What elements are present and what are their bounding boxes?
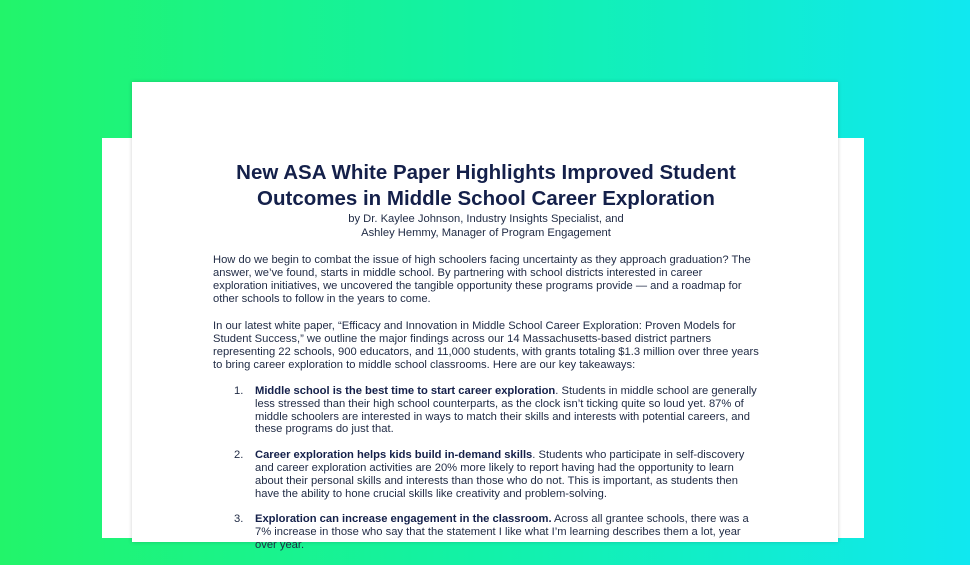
- document-content: [213, 160, 759, 565]
- takeaway-body: Across all grantee schools, there was a 7% increase in those who say that the statement I like what I’m learning describes them a lot, year over year.: [255, 513, 749, 551]
- takeaway-heading: Exploration can increase engagement in the classroom.: [255, 513, 552, 526]
- byline: [213, 212, 759, 240]
- byline-line-2: Ashley Hemmy, Manager of Program Engagement: [361, 227, 611, 239]
- takeaway-number: 2.: [234, 449, 244, 462]
- title-line-1: New ASA White Paper Highlights Improved Student: [236, 161, 736, 184]
- title-line-2: Outcomes in Middle School Career Exploration: [257, 187, 715, 210]
- takeaway-heading: Middle school is the best time to start career exploration: [255, 385, 556, 397]
- takeaway-item: [213, 449, 759, 500]
- takeaway-body: . Students who participate in self-discovery and career exploration activities are 20% more likely to report having had the opportunity to learn about their personal skills and interests than those who do not. This is important, as students then have the ability to hone crucial skills like creativity and problem-solving.: [255, 449, 745, 500]
- takeaway-item: [213, 385, 759, 436]
- intro-paragraph: How do we begin to combat the issue of high schoolers facing uncertainty as they approach graduation? The answer, we’ve found, starts in middle school. By partnering with school districts interested in career exploration initiatives, we uncovered the tangible opportunity these programs provide — and a roadmap for other schools to follow in the years to come.: [213, 254, 751, 305]
- takeaway-number: 1.: [234, 385, 244, 397]
- key-takeaways-list: [213, 385, 759, 552]
- document-title: [213, 160, 759, 212]
- takeaway-body: . Students in middle school are generally less stressed than their high school counterparts, as the clock isn’t ticking quite so loud yet. 87% of middle schoolers are interested in ways to match their skills and interests with potential careers, and these programs do just that.: [255, 385, 757, 436]
- takeaway-item: [213, 513, 759, 551]
- takeaway-number: 3.: [234, 513, 244, 526]
- byline-line-1: by Dr. Kaylee Johnson, Industry Insights Specialist, and: [348, 213, 624, 225]
- front-paper-sheet: [132, 82, 838, 551]
- white-paper-paragraph: In our latest white paper, “Efficacy and Innovation in Middle School Career Exploration: Proven Models for Student Success,” we outline the major findings across our 14 Massachusetts-based district partners representing 22 schools, 900 educators, and 11,000 students, with grants totaling $1.3 million over three years to bring career exploration to middle school classrooms. Here are our key takeaways:: [213, 320, 759, 371]
- takeaway-heading: Career exploration helps kids build in-demand skills: [255, 449, 533, 462]
